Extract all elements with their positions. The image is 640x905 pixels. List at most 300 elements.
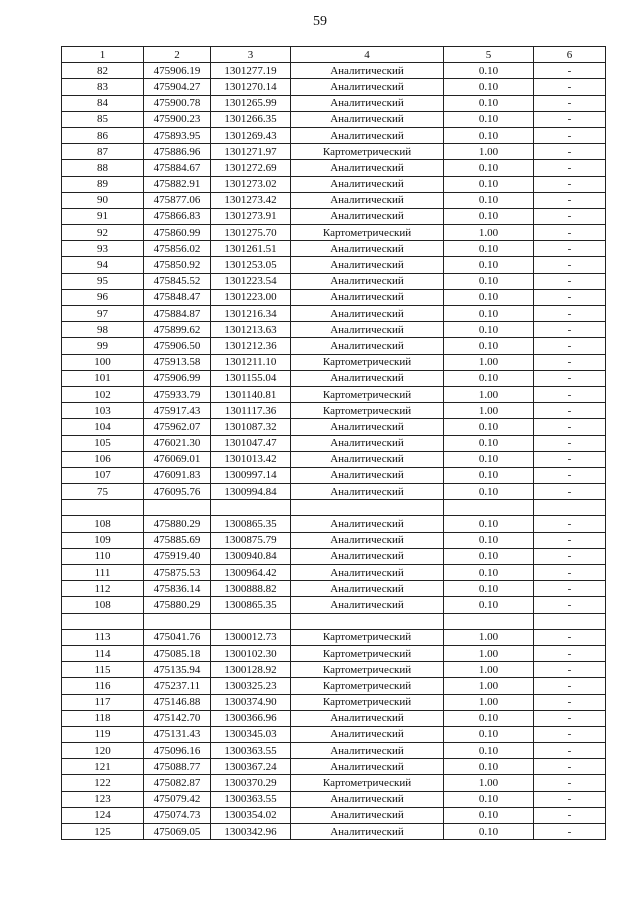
table-row xyxy=(62,192,606,208)
y-coordinate-cell: 1301266.35 xyxy=(211,111,291,127)
method-cell: Аналитический xyxy=(291,597,444,613)
y-coordinate-cell: 1301275.70 xyxy=(211,225,291,241)
method-cell: Аналитический xyxy=(291,370,444,386)
accuracy-cell: 0.10 xyxy=(444,743,534,759)
method-cell: Аналитический xyxy=(291,176,444,192)
method-cell: Аналитический xyxy=(291,548,444,564)
table-row xyxy=(62,629,606,645)
method-cell: Аналитический xyxy=(291,257,444,273)
note-cell: - xyxy=(534,354,606,370)
table-row xyxy=(62,127,606,143)
method-cell: Картометрический xyxy=(291,662,444,678)
point-number-cell: 103 xyxy=(62,403,144,419)
note-cell: - xyxy=(534,726,606,742)
x-coordinate-cell: 475142.70 xyxy=(144,710,211,726)
method-cell: Аналитический xyxy=(291,338,444,354)
y-coordinate-cell: 1301212.36 xyxy=(211,338,291,354)
table-row xyxy=(62,370,606,386)
x-coordinate-cell: 475962.07 xyxy=(144,419,211,435)
y-coordinate-cell: 1301265.99 xyxy=(211,95,291,111)
y-coordinate-cell: 1300865.35 xyxy=(211,516,291,532)
point-number-cell: 86 xyxy=(62,127,144,143)
x-coordinate-cell: 475933.79 xyxy=(144,386,211,402)
point-number-cell: 112 xyxy=(62,581,144,597)
y-coordinate-cell: 1300940.84 xyxy=(211,548,291,564)
method-cell: Аналитический xyxy=(291,435,444,451)
point-number-cell: 82 xyxy=(62,63,144,79)
table-row xyxy=(62,775,606,791)
x-coordinate-cell: 475919.40 xyxy=(144,548,211,564)
x-coordinate-cell: 476021.30 xyxy=(144,435,211,451)
note-cell: - xyxy=(534,63,606,79)
table-row xyxy=(62,241,606,257)
y-coordinate-cell xyxy=(211,613,291,629)
note-cell: - xyxy=(534,629,606,645)
note-cell: - xyxy=(534,597,606,613)
point-number-cell: 90 xyxy=(62,192,144,208)
column-header: 6 xyxy=(534,47,606,63)
note-cell: - xyxy=(534,127,606,143)
y-coordinate-cell: 1300964.42 xyxy=(211,565,291,581)
point-number-cell: 96 xyxy=(62,289,144,305)
accuracy-cell: 0.10 xyxy=(444,160,534,176)
x-coordinate-cell: 475135.94 xyxy=(144,662,211,678)
accuracy-cell: 0.10 xyxy=(444,435,534,451)
note-cell: - xyxy=(534,289,606,305)
note-cell: - xyxy=(534,111,606,127)
method-cell xyxy=(291,500,444,516)
y-coordinate-cell: 1301223.00 xyxy=(211,289,291,305)
method-cell: Аналитический xyxy=(291,824,444,840)
method-cell: Аналитический xyxy=(291,127,444,143)
accuracy-cell: 0.10 xyxy=(444,127,534,143)
method-cell: Аналитический xyxy=(291,726,444,742)
y-coordinate-cell: 1301211.10 xyxy=(211,354,291,370)
point-number-cell: 88 xyxy=(62,160,144,176)
accuracy-cell: 0.10 xyxy=(444,419,534,435)
table-row xyxy=(62,435,606,451)
y-coordinate-cell: 1300102.30 xyxy=(211,645,291,661)
y-coordinate-cell: 1301213.63 xyxy=(211,322,291,338)
x-coordinate-cell: 475845.52 xyxy=(144,273,211,289)
x-coordinate-cell: 475917.43 xyxy=(144,403,211,419)
x-coordinate-cell: 475884.67 xyxy=(144,160,211,176)
method-cell: Аналитический xyxy=(291,306,444,322)
table-row xyxy=(62,581,606,597)
accuracy-cell: 0.10 xyxy=(444,824,534,840)
y-coordinate-cell: 1300363.55 xyxy=(211,791,291,807)
y-coordinate-cell: 1301272.69 xyxy=(211,160,291,176)
y-coordinate-cell: 1301277.19 xyxy=(211,63,291,79)
table-body xyxy=(62,63,606,840)
note-cell: - xyxy=(534,192,606,208)
point-number-cell xyxy=(62,500,144,516)
accuracy-cell: 0.10 xyxy=(444,451,534,467)
point-number-cell: 95 xyxy=(62,273,144,289)
table-row xyxy=(62,354,606,370)
table-row xyxy=(62,613,606,629)
point-number-cell: 125 xyxy=(62,824,144,840)
accuracy-cell: 0.10 xyxy=(444,95,534,111)
y-coordinate-cell: 1300875.79 xyxy=(211,532,291,548)
y-coordinate-cell: 1301087.32 xyxy=(211,419,291,435)
y-coordinate-cell: 1300345.03 xyxy=(211,726,291,742)
point-number-cell: 119 xyxy=(62,726,144,742)
point-number-cell: 104 xyxy=(62,419,144,435)
table-row xyxy=(62,484,606,500)
note-cell: - xyxy=(534,403,606,419)
note-cell: - xyxy=(534,241,606,257)
note-cell: - xyxy=(534,548,606,564)
method-cell: Аналитический xyxy=(291,273,444,289)
accuracy-cell: 1.00 xyxy=(444,662,534,678)
accuracy-cell xyxy=(444,613,534,629)
point-number-cell: 116 xyxy=(62,678,144,694)
y-coordinate-cell: 1300354.02 xyxy=(211,807,291,823)
x-coordinate-cell: 475041.76 xyxy=(144,629,211,645)
table-row xyxy=(62,79,606,95)
point-number-cell: 114 xyxy=(62,645,144,661)
method-cell: Аналитический xyxy=(291,289,444,305)
x-coordinate-cell: 476091.83 xyxy=(144,467,211,483)
method-cell: Картометрический xyxy=(291,354,444,370)
x-coordinate-cell: 475900.78 xyxy=(144,95,211,111)
point-number-cell: 111 xyxy=(62,565,144,581)
method-cell: Аналитический xyxy=(291,111,444,127)
point-number-cell: 75 xyxy=(62,484,144,500)
x-coordinate-cell: 475880.29 xyxy=(144,597,211,613)
point-number-cell: 83 xyxy=(62,79,144,95)
table-row xyxy=(62,807,606,823)
y-coordinate-cell: 1301261.51 xyxy=(211,241,291,257)
point-number-cell: 123 xyxy=(62,791,144,807)
accuracy-cell: 1.00 xyxy=(444,678,534,694)
x-coordinate-cell: 475088.77 xyxy=(144,759,211,775)
y-coordinate-cell: 1301271.97 xyxy=(211,144,291,160)
table-row xyxy=(62,516,606,532)
x-coordinate-cell: 475079.42 xyxy=(144,791,211,807)
accuracy-cell: 0.10 xyxy=(444,273,534,289)
y-coordinate-cell: 1301273.42 xyxy=(211,192,291,208)
x-coordinate-cell: 475875.53 xyxy=(144,565,211,581)
table-row xyxy=(62,403,606,419)
note-cell: - xyxy=(534,532,606,548)
table-row xyxy=(62,419,606,435)
accuracy-cell: 0.10 xyxy=(444,208,534,224)
method-cell: Картометрический xyxy=(291,629,444,645)
x-coordinate-cell: 475906.99 xyxy=(144,370,211,386)
y-coordinate-cell: 1300994.84 xyxy=(211,484,291,500)
table-row xyxy=(62,176,606,192)
y-coordinate-cell: 1300888.82 xyxy=(211,581,291,597)
y-coordinate-cell: 1300128.92 xyxy=(211,662,291,678)
note-cell: - xyxy=(534,807,606,823)
note-cell: - xyxy=(534,824,606,840)
x-coordinate-cell: 475848.47 xyxy=(144,289,211,305)
point-number-cell: 121 xyxy=(62,759,144,775)
x-coordinate-cell xyxy=(144,500,211,516)
method-cell xyxy=(291,613,444,629)
accuracy-cell: 0.10 xyxy=(444,710,534,726)
accuracy-cell: 1.00 xyxy=(444,629,534,645)
table-row xyxy=(62,338,606,354)
method-cell: Аналитический xyxy=(291,532,444,548)
accuracy-cell xyxy=(444,500,534,516)
note-cell xyxy=(534,613,606,629)
x-coordinate-cell: 475880.29 xyxy=(144,516,211,532)
x-coordinate-cell: 475856.02 xyxy=(144,241,211,257)
note-cell: - xyxy=(534,710,606,726)
table-row xyxy=(62,532,606,548)
table-row xyxy=(62,645,606,661)
note-cell: - xyxy=(534,208,606,224)
table-row xyxy=(62,225,606,241)
accuracy-cell: 0.10 xyxy=(444,111,534,127)
note-cell: - xyxy=(534,306,606,322)
y-coordinate-cell: 1300370.29 xyxy=(211,775,291,791)
table-row xyxy=(62,678,606,694)
table-row xyxy=(62,726,606,742)
note-cell: - xyxy=(534,581,606,597)
accuracy-cell: 0.10 xyxy=(444,257,534,273)
method-cell: Аналитический xyxy=(291,79,444,95)
x-coordinate-cell: 475074.73 xyxy=(144,807,211,823)
note-cell: - xyxy=(534,791,606,807)
y-coordinate-cell: 1301117.36 xyxy=(211,403,291,419)
point-number-cell: 120 xyxy=(62,743,144,759)
table-row xyxy=(62,710,606,726)
point-number-cell xyxy=(62,613,144,629)
table-row xyxy=(62,824,606,840)
header-row xyxy=(62,47,606,63)
method-cell: Аналитический xyxy=(291,322,444,338)
note-cell: - xyxy=(534,484,606,500)
point-number-cell: 89 xyxy=(62,176,144,192)
y-coordinate-cell: 1300366.96 xyxy=(211,710,291,726)
y-coordinate-cell: 1301253.05 xyxy=(211,257,291,273)
table-row xyxy=(62,791,606,807)
accuracy-cell: 0.10 xyxy=(444,726,534,742)
method-cell: Аналитический xyxy=(291,565,444,581)
method-cell: Картометрический xyxy=(291,694,444,710)
method-cell: Картометрический xyxy=(291,225,444,241)
note-cell: - xyxy=(534,516,606,532)
table-row xyxy=(62,467,606,483)
accuracy-cell: 0.10 xyxy=(444,322,534,338)
note-cell: - xyxy=(534,743,606,759)
method-cell: Картометрический xyxy=(291,386,444,402)
y-coordinate-cell: 1300374.90 xyxy=(211,694,291,710)
table-row xyxy=(62,306,606,322)
y-coordinate-cell: 1301216.34 xyxy=(211,306,291,322)
accuracy-cell: 1.00 xyxy=(444,645,534,661)
accuracy-cell: 0.10 xyxy=(444,192,534,208)
column-header: 4 xyxy=(291,47,444,63)
x-coordinate-cell: 475906.19 xyxy=(144,63,211,79)
table-row xyxy=(62,500,606,516)
note-cell: - xyxy=(534,370,606,386)
x-coordinate-cell: 475882.91 xyxy=(144,176,211,192)
method-cell: Аналитический xyxy=(291,516,444,532)
note-cell: - xyxy=(534,95,606,111)
y-coordinate-cell xyxy=(211,500,291,516)
y-coordinate-cell: 1301223.54 xyxy=(211,273,291,289)
x-coordinate-cell: 475237.11 xyxy=(144,678,211,694)
accuracy-cell: 0.10 xyxy=(444,289,534,305)
table-row xyxy=(62,63,606,79)
accuracy-cell: 0.10 xyxy=(444,338,534,354)
x-coordinate-cell: 475899.62 xyxy=(144,322,211,338)
table-row xyxy=(62,144,606,160)
table-row xyxy=(62,257,606,273)
accuracy-cell: 1.00 xyxy=(444,403,534,419)
method-cell: Аналитический xyxy=(291,743,444,759)
method-cell: Аналитический xyxy=(291,484,444,500)
table-row xyxy=(62,548,606,564)
method-cell: Аналитический xyxy=(291,95,444,111)
x-coordinate-cell: 475893.95 xyxy=(144,127,211,143)
point-number-cell: 84 xyxy=(62,95,144,111)
method-cell: Аналитический xyxy=(291,710,444,726)
x-coordinate-cell: 475069.05 xyxy=(144,824,211,840)
point-number-cell: 102 xyxy=(62,386,144,402)
y-coordinate-cell: 1300012.73 xyxy=(211,629,291,645)
method-cell: Картометрический xyxy=(291,403,444,419)
table-row xyxy=(62,694,606,710)
x-coordinate-cell: 475860.99 xyxy=(144,225,211,241)
point-number-cell: 118 xyxy=(62,710,144,726)
table-row xyxy=(62,160,606,176)
note-cell: - xyxy=(534,775,606,791)
accuracy-cell: 0.10 xyxy=(444,79,534,95)
method-cell: Картометрический xyxy=(291,678,444,694)
column-header: 5 xyxy=(444,47,534,63)
accuracy-cell: 0.10 xyxy=(444,791,534,807)
point-number-cell: 105 xyxy=(62,435,144,451)
accuracy-cell: 1.00 xyxy=(444,694,534,710)
accuracy-cell: 0.10 xyxy=(444,759,534,775)
accuracy-cell: 1.00 xyxy=(444,225,534,241)
note-cell: - xyxy=(534,759,606,775)
note-cell: - xyxy=(534,257,606,273)
method-cell: Аналитический xyxy=(291,807,444,823)
x-coordinate-cell: 475082.87 xyxy=(144,775,211,791)
accuracy-cell: 0.10 xyxy=(444,548,534,564)
method-cell: Аналитический xyxy=(291,192,444,208)
note-cell: - xyxy=(534,565,606,581)
accuracy-cell: 0.10 xyxy=(444,484,534,500)
y-coordinate-cell: 1301013.42 xyxy=(211,451,291,467)
point-number-cell: 85 xyxy=(62,111,144,127)
y-coordinate-cell: 1300342.96 xyxy=(211,824,291,840)
column-header: 2 xyxy=(144,47,211,63)
table-row xyxy=(62,322,606,338)
accuracy-cell: 1.00 xyxy=(444,354,534,370)
table-row xyxy=(62,273,606,289)
note-cell: - xyxy=(534,160,606,176)
point-number-cell: 122 xyxy=(62,775,144,791)
accuracy-cell: 0.10 xyxy=(444,176,534,192)
accuracy-cell: 0.10 xyxy=(444,370,534,386)
table-row xyxy=(62,451,606,467)
x-coordinate-cell: 475904.27 xyxy=(144,79,211,95)
point-number-cell: 124 xyxy=(62,807,144,823)
table-row xyxy=(62,597,606,613)
note-cell: - xyxy=(534,435,606,451)
y-coordinate-cell: 1301047.47 xyxy=(211,435,291,451)
accuracy-cell: 0.10 xyxy=(444,597,534,613)
point-number-cell: 115 xyxy=(62,662,144,678)
x-coordinate-cell: 475131.43 xyxy=(144,726,211,742)
note-cell: - xyxy=(534,419,606,435)
y-coordinate-cell: 1301270.14 xyxy=(211,79,291,95)
point-number-cell: 92 xyxy=(62,225,144,241)
note-cell: - xyxy=(534,322,606,338)
method-cell: Аналитический xyxy=(291,791,444,807)
method-cell: Аналитический xyxy=(291,241,444,257)
accuracy-cell: 0.10 xyxy=(444,241,534,257)
note-cell: - xyxy=(534,678,606,694)
point-number-cell: 108 xyxy=(62,597,144,613)
accuracy-cell: 0.10 xyxy=(444,306,534,322)
y-coordinate-cell: 1301155.04 xyxy=(211,370,291,386)
accuracy-cell: 0.10 xyxy=(444,581,534,597)
y-coordinate-cell: 1301273.02 xyxy=(211,176,291,192)
note-cell: - xyxy=(534,386,606,402)
table-row xyxy=(62,662,606,678)
point-number-cell: 106 xyxy=(62,451,144,467)
x-coordinate-cell: 475885.69 xyxy=(144,532,211,548)
page-number: 59 xyxy=(313,14,327,29)
method-cell: Аналитический xyxy=(291,451,444,467)
accuracy-cell: 0.10 xyxy=(444,516,534,532)
note-cell xyxy=(534,500,606,516)
method-cell: Картометрический xyxy=(291,645,444,661)
note-cell: - xyxy=(534,176,606,192)
accuracy-cell: 1.00 xyxy=(444,386,534,402)
point-number-cell: 97 xyxy=(62,306,144,322)
x-coordinate-cell: 475906.50 xyxy=(144,338,211,354)
point-number-cell: 93 xyxy=(62,241,144,257)
point-number-cell: 99 xyxy=(62,338,144,354)
table-row xyxy=(62,289,606,305)
table-row xyxy=(62,386,606,402)
x-coordinate-cell: 476069.01 xyxy=(144,451,211,467)
table-row xyxy=(62,111,606,127)
y-coordinate-cell: 1301140.81 xyxy=(211,386,291,402)
note-cell: - xyxy=(534,694,606,710)
method-cell: Аналитический xyxy=(291,419,444,435)
method-cell: Аналитический xyxy=(291,63,444,79)
point-number-cell: 108 xyxy=(62,516,144,532)
point-number-cell: 91 xyxy=(62,208,144,224)
point-number-cell: 113 xyxy=(62,629,144,645)
accuracy-cell: 0.10 xyxy=(444,63,534,79)
x-coordinate-cell: 475146.88 xyxy=(144,694,211,710)
note-cell: - xyxy=(534,662,606,678)
note-cell: - xyxy=(534,273,606,289)
coordinates-table xyxy=(61,46,606,840)
y-coordinate-cell: 1300325.23 xyxy=(211,678,291,694)
accuracy-cell: 1.00 xyxy=(444,144,534,160)
note-cell: - xyxy=(534,467,606,483)
point-number-cell: 110 xyxy=(62,548,144,564)
point-number-cell: 107 xyxy=(62,467,144,483)
accuracy-cell: 1.00 xyxy=(444,775,534,791)
y-coordinate-cell: 1300367.24 xyxy=(211,759,291,775)
x-coordinate-cell: 475085.18 xyxy=(144,645,211,661)
point-number-cell: 98 xyxy=(62,322,144,338)
